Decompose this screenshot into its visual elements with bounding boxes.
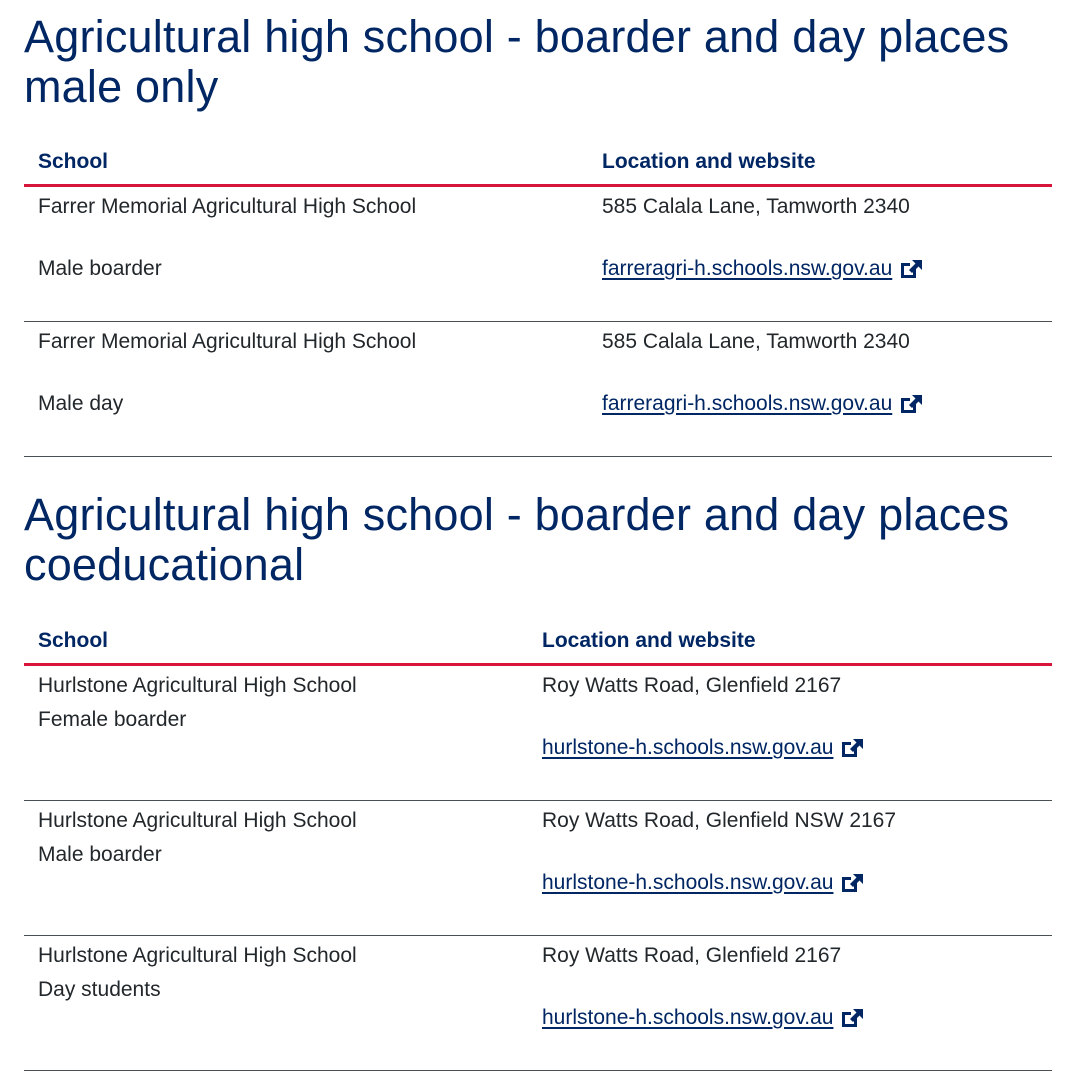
place-type: Male boarder [38, 257, 162, 280]
place-type: Male day [38, 392, 124, 415]
location-cell [528, 936, 1052, 1071]
website-link-wrap [542, 1006, 865, 1030]
website-link-wrap [602, 257, 924, 281]
column-header-location: Location and website [588, 140, 1052, 186]
column-header-location: Location and website [528, 619, 1052, 665]
school-website-link[interactable]: hurlstone-h.schools.nsw.gov.au [542, 1006, 834, 1029]
school-address: Roy Watts Road, Glenfield 2167 [542, 944, 842, 967]
external-link-icon[interactable] [839, 737, 865, 759]
website-link-wrap [542, 736, 865, 760]
school-website-link[interactable]: farreragri-h.schools.nsw.gov.au [602, 257, 893, 280]
place-type: Day students [38, 978, 161, 1001]
school-cell [24, 322, 588, 457]
location-cell [588, 322, 1052, 457]
schools-table-male-only [24, 140, 1052, 457]
school-address: Roy Watts Road, Glenfield NSW 2167 [542, 809, 897, 832]
website-link-wrap [542, 871, 865, 895]
external-link-icon[interactable] [898, 393, 924, 415]
table-header-row [24, 140, 1052, 186]
table-row [24, 186, 1052, 322]
school-name: Farrer Memorial Agricultural High School [38, 330, 417, 353]
column-header-school: School [24, 619, 528, 665]
table-row [24, 801, 1052, 936]
table-row [24, 665, 1052, 801]
school-address: 585 Calala Lane, Tamworth 2340 [602, 195, 910, 218]
place-type: Female boarder [38, 708, 187, 731]
section-heading-male-only: Agricultural high school - boarder and day places male only [24, 11, 1010, 112]
schools-table-coeducational [24, 619, 1052, 1071]
school-name: Hurlstone Agricultural High School [38, 674, 357, 697]
school-address: 585 Calala Lane, Tamworth 2340 [602, 330, 910, 353]
external-link-icon[interactable] [898, 258, 924, 280]
school-name: Farrer Memorial Agricultural High School [38, 195, 417, 218]
table-row [24, 322, 1052, 457]
section-heading-coeducational: Agricultural high school - boarder and day places coeducational [24, 489, 1010, 590]
column-header-school: School [24, 140, 588, 186]
location-cell [528, 801, 1052, 936]
school-address: Roy Watts Road, Glenfield 2167 [542, 674, 842, 697]
external-link-icon[interactable] [839, 872, 865, 894]
external-link-icon[interactable] [839, 1007, 865, 1029]
school-website-link[interactable]: hurlstone-h.schools.nsw.gov.au [542, 871, 834, 894]
website-link-wrap [602, 392, 924, 416]
school-cell [24, 936, 528, 1071]
table-row [24, 936, 1052, 1071]
school-cell [24, 186, 588, 322]
school-cell [24, 801, 528, 936]
place-type: Male boarder [38, 843, 162, 866]
school-website-link[interactable]: hurlstone-h.schools.nsw.gov.au [542, 736, 834, 759]
school-website-link[interactable]: farreragri-h.schools.nsw.gov.au [602, 392, 893, 415]
school-cell [24, 665, 528, 801]
table-header-row [24, 619, 1052, 665]
location-cell [528, 665, 1052, 801]
school-name: Hurlstone Agricultural High School [38, 809, 357, 832]
school-name: Hurlstone Agricultural High School [38, 944, 357, 967]
location-cell [588, 186, 1052, 322]
